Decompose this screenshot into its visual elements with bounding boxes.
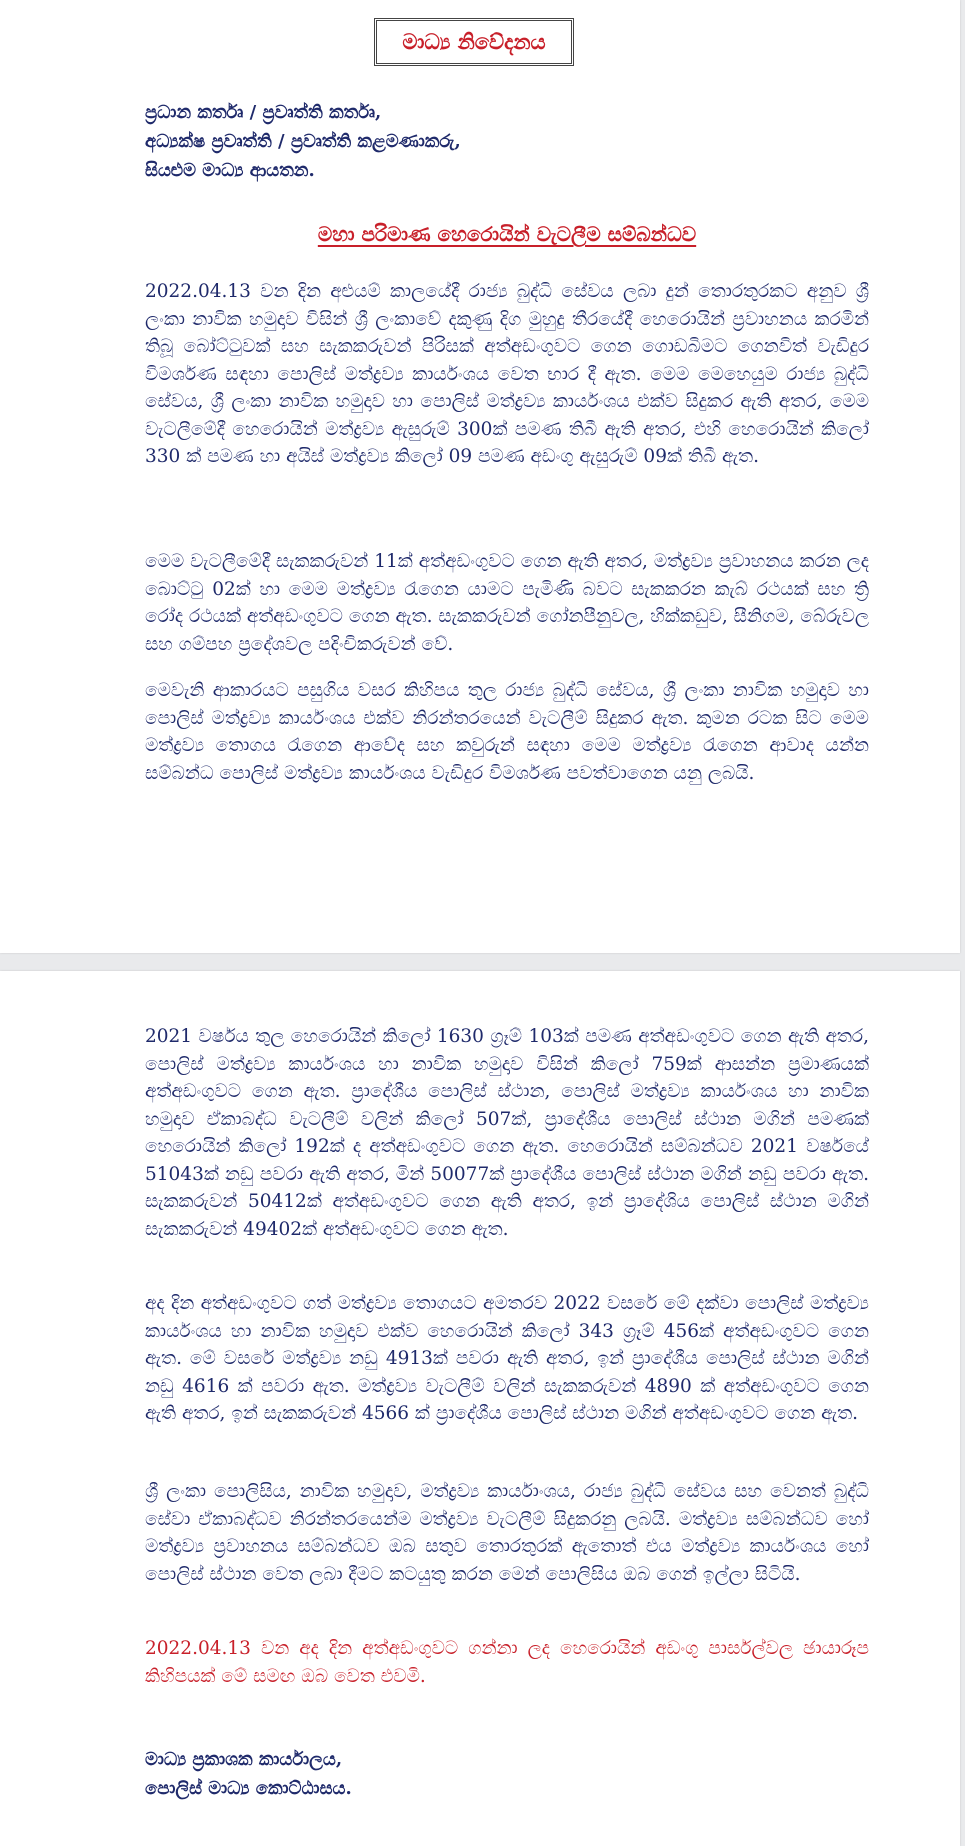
addressee-line: අධ්‍යක්ෂ ප්‍රවෘත්ති / ප්‍රවෘත්ති කළමණාකරු, [145,131,461,152]
body-paragraph: අද දින අත්අඩංගුවට ගත් මත්ද්‍රව්‍ය තොගයට අමතරව 2022 වසරේ මේ දක්වා පොලිස් මත්ද්‍රව්‍ය කාර්යංශය හා නාවික හමුදාව එක්ව හෙරොයින් කිලෝ 343 ග්‍රෑම් 456ක් අත්අඩංගුවට ගෙන ඇත. මේ වසරේ මත්ද්‍රව්‍ය නඩු 4913ක් පවරා ඇති අතර, ඉන් ප්‍රාදේශීය පොලිස් ස්ථාන මගින් නඩු 4616 ක් පවරා ඇත. මත්ද්‍රව්‍ය වැටලීම් වලින් සැකකරුවන් 4890 ක් අත්අඩංගුවට ගෙන ඇති අතර, ඉන් සැකකරුවන් 4566 ක් ප්‍රාදේශීය පොලිස් ස්ථාන මගින් අත්අඩංගුවට ගෙන ඇත. [145,1293,869,1424]
signature-block [145,1745,865,1803]
subject-heading: මහා පරිමාණ හෙරොයින් වැටලීම සම්බන්ධව [317,222,697,246]
body-paragraph: මෙම වැටලීමේදී සැකකරුවන් 11ක් අත්අඩංගුවට ගෙන ඇති අතර, මත්ද්‍රව්‍ය ප්‍රවාහනය කරන ලද බොට්ටු 02ක් හා මෙම මත්ද්‍රව්‍ය රැගෙන යාමට පැමිණි බවට සැකකරන කැබ් රථයක් සහ ත්‍රි රෝද රථයක් අත්අඩංගුවට ගෙන ඇත. සැකකරුවන් ගෝනපීනුවල, හික්කඩුව, සීනිගම, බේරුවල සහ ගම්පහ ප්‍රදේශවල පදිංචිකරුවන් වේ. [145,551,869,655]
document-title: මාධ්‍ය නිවේදනය [374,18,574,66]
addressee-block [145,98,865,185]
photo-note-paragraph: 2022.04.13 වන අද දින අත්අඩංගුවට ගන්නා ලද හෙරොයින් අඩංගු පාර්සල්වල ඡායාරූප කිහිපයක් මේ සමඟ ඔබ වෙත එවමි. [145,1638,869,1687]
body-paragraph: මෙවැනි ආකාරයට පසුගිය වසර කිහිපය තුල රාජ්‍ය බුද්ධි සේවය, ශ්‍රී ලංකා නාවික හමුදාව හා පොලිස් මත්ද්‍රව්‍ය කාර්යංශය එක්ව නිරන්තරයෙන් වැටලීම් සිදුකර ඇත. කුමන රටක සිට මෙම මත්ද්‍රව්‍ය තොගය රැගෙන ආවේද සහ කවුරුන් සඳහා මෙම මත්ද්‍රව්‍ය රැගෙන ආවාද යන්න සම්බන්ධ පොලිස් මත්ද්‍රව්‍ය කාර්යංශය වැඩිදුර විමර්ශණ පවත්වාගෙන යනු ලබයි. [145,680,869,784]
addressee-line: සියළුම මාධ්‍ය ආයතන. [145,160,315,181]
addressee-line: ප්‍රධාන කර්තෘ / ප්‍රවෘත්ති කර්තෘ, [145,102,382,123]
signature-line: මාධ්‍ය ප්‍රකාශක කාර්යාලය, [145,1749,343,1770]
signature-line: පොලිස් මාධ්‍ය කොට්ඨාසය. [145,1778,352,1799]
body-paragraph: ශ්‍රී ලංකා පොලිසිය, නාවික හමුදාව, මත්ද්‍රව්‍ය කාර්යාංශය, රාජ්‍ය බුද්ධි සේවය සහ වෙනත් බුද්ධි සේවා ඒකාබද්ධව නිරන්තරයෙන්ම මත්ද්‍රව්‍ය වැටලීම් සිදුකරනු ලබයි. මත්ද්‍රව්‍ය සම්බන්ධව හෝ මත්ද්‍රව්‍ය ප්‍රවාහනය සම්බන්ධව ඔබ සතුව තොරතුරක් ඇතොත් එය මත්ද්‍රව්‍ය කාර්යංශය හෝ පොලිස් ස්ථාන වෙත ලබා දීමට කටයුතු කරන මෙන් පොලිසිය ඔබ ගෙන් ඉල්ලා සිටියි. [145,1481,869,1585]
body-paragraph: 2022.04.13 වන දින අළුයම් කාලයේදී රාජ්‍ය බුද්ධි සේවය ලබා දුන් තොරතුරකට අනුව ශ්‍රී ලංකා නාවික හමුදාව විසින් ශ්‍රී ලංකාවේ දකුණු දිග මුහුදු තීරයේදී හෙරොයින් ප්‍රවාහනය කරමින් තිබූ බෝට්ටුවක් සහ සැකකරුවන් පිරිසක් අත්අඩංගුවට ගෙන ගොඩබිමට ගෙනවිත් වැඩිදුර විමර්ශණ සඳහා පොලිස් මත්ද්‍රව්‍ය කාර්යංශය වෙත භාර දී ඇත. මෙම මෙහෙයුම රාජ්‍ය බුද්ධි සේවය, ශ්‍රී ලංකා නාවික හමුදාව හා පොලිස් මත්ද්‍රව්‍ය කාර්යංශය එක්ව සිදුකර ඇති අතර, මෙම වැටලීමේදී හෙරොයින් මත්ද්‍රව්‍ය ඇසුරුම් 300ක් පමණ තිබී ඇති අතර, එහි හෙරොයින් කිලෝ 330 ක් පමණ හා අයිස් මත්ද්‍රව්‍ය කිලෝ 09 පමණ අඩංගු ඇසුරුම් 09ක් තිබී ඇත. [145,281,869,467]
body-paragraph: 2021 වර්ෂය තුල හෙරොයින් කිලෝ 1630 ග්‍රෑම් 103ක් පමණ අත්අඩංගුවට ගෙන ඇති අතර, පොලිස් මත්ද්‍රව්‍ය කාර්යංශය හා නාවික හමුදාව විසින් කිලෝ 759ක් ආසන්න ප්‍රමාණයක් අත්අඩංගුවට ගෙන ඇත. ප්‍රාදේශීය පොලිස් ස්ථාන, පොලිස් මත්ද්‍රව්‍ය කාර්යංශය හා නාවික හමුදාව ඒකාබද්ධ වැටලීම් වලින් කිලෝ 507ක්, ප්‍රාදේශීය පොලිස් ස්ථාන මගින් පමණක් හෙරොයින් කිලෝ 192ක් ද අත්අඩංගුවට ගෙන ඇත. හෙරොයින් සම්බන්ධව 2021 වර්ෂයේ 51043ක් නඩු පවරා ඇති අතර, මින් 50077ක් ප්‍රාදේශීය පොලිස් ස්ථාන මගින් නඩු පවරා ඇත. සැකකරුවන් 50412ක් අත්අඩංගුවට ගෙන ඇති අතර, ඉන් ප්‍රාදේශිය පොලිස් ස්ථාන මගින් සැකකරුවන් 49402ක් අත්අඩංගුවට ගෙන ඇත. [145,1026,869,1240]
